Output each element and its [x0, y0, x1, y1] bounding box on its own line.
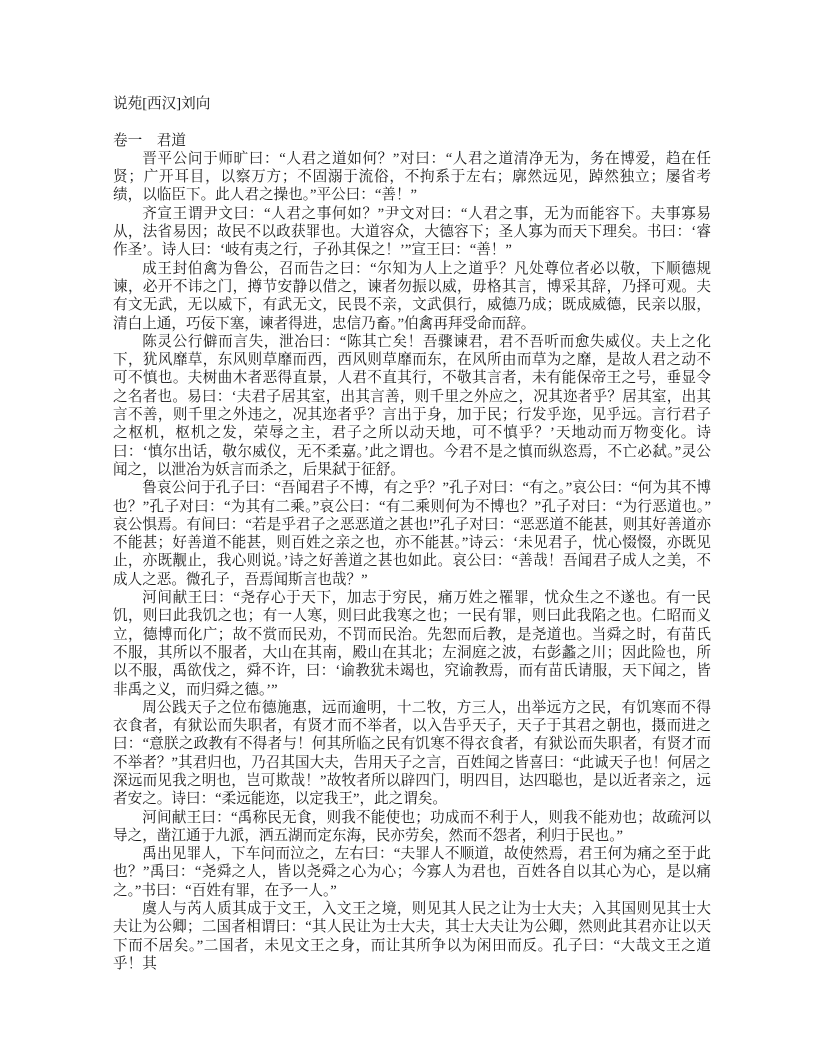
paragraph-yuchujianzuiren: 禹出见罪人，下车问而泣之，左右曰：“夫罪人不顺道，故使然焉，君王何为痛之至于此也？”禹曰：“尧舜之人，皆以尧舜之心为心；今寡人为君也，百姓各自以其心为心，是以痛之。”书曰：“百姓有罪，在予一人。” — [113, 846, 711, 899]
paragraph-hejianxianwang-yu: 河间献王曰：“禹称民无食，则我不能使也；功成而不利于人，则我不能劝也；故疏河以导之，凿江通于九派，洒五湖而定东海，民亦劳矣，然而不怨者，利归于民也。” — [113, 809, 711, 844]
paragraph-yuren-ruiren: 虞人与芮人质其成于文王，入文王之境，则见其人民之让为士大夫；入其国则见其士大夫让为公卿；二国者相谓曰：“其人民让为士大夫，其士大夫让为公卿，然则此其君亦让以天下而不居矣。”二国者，未见文王之身，而让其所争以为闲田而反。孔子曰：“大哉文王之道乎！其 — [113, 901, 711, 972]
chapter-heading — [113, 132, 711, 150]
document-title-text: 说苑[西汉]刘向 — [113, 96, 211, 112]
paragraph-qixuanwang: 齐宣王谓尹文曰：“人君之事何如？”尹文对曰：“人君之事，无为而能容下。夫事寡易从，法省易因；故民不以政获罪也。大道容众，大德容下；圣人寡为而天下理矣。书曰：‘睿作圣’。诗人曰：‘岐有夷之行，子孙其保之！’”宣王曰：“善！” — [113, 205, 711, 259]
paragraph-zhougong: 周公践天子之位布德施惠，远而逾明，十二牧，方三人，出举远方之民，有饥寒而不得衣食者，有狱讼而失职者，有贤才而不举者，以入告乎天子，天子于其君之朝也，摄而进之曰：“意朕之政教有不得者与！何其所临之民有饥寒不得衣食者，有狱讼而失职者，有贤才而不举者？”其君归也，乃召其国大夫，告用天子之言，百姓闻之皆喜曰：“此诚天子也！何居之深远而见我之明也，岂可欺哉！”故牧者所以辟四门，明四目，达四聪也，是以近者亲之，远者安之。诗曰：“柔远能迩，以定我王”，此之谓矣。 — [113, 699, 711, 808]
document-content — [113, 95, 711, 973]
paragraph-hejianxianwang-yao: 河间献王曰：“尧存心于天下，加志于穷民，痛万姓之罹罪，忧众生之不遂也。有一民饥，则曰此我饥之也；有一人寒，则曰此我寒之也；一民有罪，则曰此我陷之也。仁昭而义立，德博而化广；故不赏而民劝，不罚而民治。先恕而后教，是尧道也。当舜之时，有苗氏不服，其所以不服者，大山在其南，殿山在其北；左洞庭之波，右彭蠡之川；因此险也，所以不服，禹欲伐之，舜不许，曰：‘谕教犹未竭也，究谕教焉，而有苗氏请服，天下闻之，皆非禹之义，而归舜之德。’” — [113, 590, 711, 698]
paragraph-chenlinggong: 陈灵公行僻而言失，泄冶曰：“陈其亡矣！吾骤谏君，君不吾听而愈失威仪。夫上之化下，犹风靡草，东风则草靡而西，西风则草靡而东，在风所由而草为之靡，是故人君之动不可不慎也。夫树曲木者恶得直景，人君不直其行，不敬其言者，未有能保帝王之号，垂显令之名者也。易曰：‘夫君子居其室，出其言善，则千里之外应之，况其迩者乎？居其室，出其言不善，则千里之外违之，况其迩者乎？言出于身，加于民；行发乎迩，见乎远。言行君子之枢机，枢机之发，荣辱之主，君子之所以动天地，可不慎乎？’天地动而万物变化。诗曰：‘慎尔出话，敬尔威仪，无不柔嘉。’此之谓也。今君不是之慎而纵恣焉，不亡必弑。”灵公闻之，以泄冶为妖言而杀之，后果弑于征舒。 — [113, 333, 711, 478]
paragraph-jinpinggong: 晋平公问于师旷曰：“人君之道如何？”对曰：“人君之道清净无为，务在博爱，趋在任贤；广开耳目，以察万方；不固溺于流俗，不拘系于左右；廓然远见，踔然独立；屡省考绩，以临臣下。此人君之操也。”平公曰：“善！” — [113, 150, 711, 204]
chapter-heading-text: 卷一 君道 — [113, 132, 186, 149]
paragraph-luaigong: 鲁哀公问于孔子曰：“吾闻君子不博，有之乎？”孔子对曰：“有之。”哀公曰：“何为其不博也？”孔子对曰：“为其有二乘。”哀公曰：“有二乘则何为不博也？”孔子对曰：“为行恶道也。”哀公惧焉。有间曰：“若是乎君子之恶恶道之甚也!”孔子对曰：“恶恶道不能甚，则其好善道亦不能甚；好善道不能甚，则百姓之亲之也，亦不能甚。”诗云：‘未见君子，忧心惙惙，亦既见止，亦既觏止，我心则说。’诗之好善道之甚也如此。哀公曰：“善哉！吾闻君子成人之美，不成人之恶。微孔子，吾焉闻斯言也哉？” — [113, 480, 711, 588]
paragraph-chengwang: 成王封伯禽为鲁公，召而告之曰：“尔知为人上之道乎？凡处尊位者必以敬，下顺德规谏，必开不讳之门，撙节安静以借之，谏者勿振以威，毋格其言，博采其辞，乃择可观。夫有文无武，无以威下，有武无文，民畏不亲，文武俱行，威德乃成；既成威德，民亲以服，清白上通，巧佞下塞，谏者得进，忠信乃畜。”伯禽再拜受命而辞。 — [113, 260, 711, 332]
document-title — [113, 95, 711, 113]
